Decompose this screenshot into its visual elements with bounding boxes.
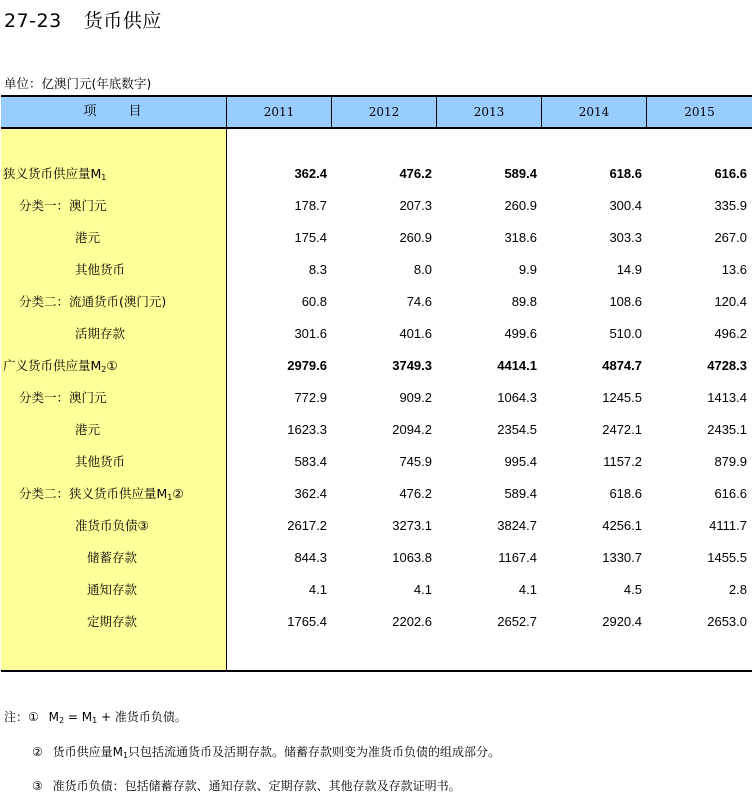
- value-cell: 175.4: [294, 230, 327, 245]
- header-year: 2013: [473, 105, 505, 119]
- row-label-text: 广义货币供应量M: [3, 358, 102, 373]
- header-bottom-rule: [1, 127, 752, 129]
- value-cell: 9.9: [518, 262, 537, 277]
- footnote-subscript: 1: [122, 751, 129, 760]
- value-cell: 4.1: [308, 582, 327, 597]
- value-cell: 2094.2: [392, 422, 432, 437]
- row-label-text: 活期存款: [75, 326, 126, 341]
- value-cell: 2617.2: [287, 518, 327, 533]
- footnote-text: 准货币负债：包括储蓄存款、通知存款、定期存款、其他存款及存款证明书。: [52, 779, 461, 793]
- value-cell: 89.8: [511, 294, 537, 309]
- row-label: [75, 414, 100, 446]
- row-label-text: 其他货币: [75, 454, 126, 469]
- table-row: [1, 286, 752, 318]
- value-cell: 476.2: [399, 486, 432, 501]
- value-cell: 4.1: [518, 582, 537, 597]
- row-label: [19, 478, 184, 510]
- row-label-note-mark: ②: [172, 486, 184, 501]
- value-cell: 618.6: [609, 166, 642, 181]
- value-cell: 207.3: [399, 198, 432, 213]
- row-label-text: 分类一：澳门元: [19, 390, 107, 405]
- value-cell: 1167.4: [498, 550, 537, 565]
- footnote-subscript: 2: [58, 716, 65, 725]
- value-cell: 300.4: [609, 198, 642, 213]
- table-row: [1, 190, 752, 222]
- value-cell: 618.6: [609, 486, 642, 501]
- value-cell: 496.2: [714, 326, 747, 341]
- value-cell: 589.4: [504, 486, 537, 501]
- row-label-text: 分类二：狭义货币供应量M: [19, 486, 168, 501]
- value-cell: 2.8: [728, 582, 747, 597]
- row-label: [19, 382, 107, 414]
- row-label: [19, 190, 107, 222]
- value-cell: 1157.2: [603, 454, 642, 469]
- table-row: [1, 510, 752, 542]
- footnote-text: 只包括流通货币及活期存款。储蓄存款则变为准货币负债的组成部分。: [128, 745, 501, 759]
- table-row: [1, 606, 752, 638]
- value-cell: 8.3: [308, 262, 327, 277]
- row-label: [75, 254, 125, 286]
- row-label: [3, 158, 106, 190]
- table-bottom-rule: [1, 670, 752, 672]
- value-cell: 909.2: [399, 390, 432, 405]
- table-row: [1, 222, 752, 254]
- row-label-text: 分类一：澳门元: [19, 198, 107, 213]
- value-cell: 260.9: [399, 230, 432, 245]
- footnote-prefix: 注：: [4, 710, 29, 724]
- footnote-mark: ①: [28, 710, 39, 724]
- footnote-mark: ②: [32, 745, 43, 759]
- value-cell: 2435.1: [707, 422, 747, 437]
- row-label: [3, 350, 118, 382]
- value-cell: 1413.4: [707, 390, 747, 405]
- value-cell: 1245.5: [602, 390, 642, 405]
- value-cell: 2653.0: [707, 614, 747, 629]
- value-cell: 4414.1: [497, 358, 537, 373]
- row-label-text: 定期存款: [87, 614, 138, 629]
- value-cell: 401.6: [399, 326, 432, 341]
- value-cell: 362.4: [294, 166, 327, 181]
- footnote-text: M: [48, 710, 59, 724]
- table-row: [1, 318, 752, 350]
- value-cell: 60.8: [301, 294, 327, 309]
- row-label-text: 分类二：流通货币(澳门元): [19, 294, 167, 309]
- table-title: 货币供应: [83, 10, 162, 32]
- value-cell: 1623.3: [287, 422, 327, 437]
- header-year: 2015: [684, 105, 715, 119]
- header-year: 2014: [578, 105, 610, 119]
- row-label-subscript: 2: [101, 365, 107, 374]
- table-row: [1, 158, 752, 190]
- row-label-text: 准货币负债③: [75, 518, 149, 533]
- table-number: 27-23: [4, 10, 62, 32]
- header-item-left: 项: [83, 104, 99, 119]
- value-cell: 2920.4: [602, 614, 642, 629]
- value-cell: 2979.6: [287, 358, 327, 373]
- footnote-text: + 准货币负债。: [97, 710, 187, 724]
- value-cell: 74.6: [406, 294, 432, 309]
- header-item: [1, 97, 226, 127]
- value-cell: 616.6: [714, 166, 747, 181]
- value-cell: 476.2: [399, 166, 432, 181]
- footnote-mark: ③: [32, 779, 43, 793]
- row-label: [75, 446, 125, 478]
- value-cell: 1765.4: [287, 614, 327, 629]
- value-cell: 2202.6: [392, 614, 432, 629]
- row-label-subscript: 1: [101, 173, 107, 182]
- value-cell: 301.6: [294, 326, 327, 341]
- footnote-text: =: [64, 710, 82, 724]
- header-item-right: 目: [128, 104, 144, 119]
- value-cell: 178.7: [294, 198, 327, 213]
- value-cell: 879.9: [714, 454, 747, 469]
- value-cell: 2354.5: [497, 422, 537, 437]
- value-cell: 1330.7: [602, 550, 642, 565]
- value-cell: 8.0: [413, 262, 432, 277]
- value-cell: 4874.7: [602, 358, 642, 373]
- row-label: [87, 574, 137, 606]
- footnote-subscript: 1: [92, 716, 98, 725]
- value-cell: 14.9: [616, 262, 642, 277]
- value-cell: 335.9: [714, 198, 747, 213]
- value-cell: 499.6: [504, 326, 537, 341]
- page-title: [4, 6, 162, 33]
- footnote-text: M: [81, 710, 93, 724]
- table-row: [1, 414, 752, 446]
- row-label: [19, 286, 166, 318]
- value-cell: 2472.1: [602, 422, 642, 437]
- money-supply-table: [1, 95, 752, 672]
- value-cell: 1455.5: [707, 550, 747, 565]
- row-label-text: 其他货币: [75, 262, 126, 277]
- row-label-text: 狭义货币供应量M: [3, 166, 102, 181]
- value-cell: 1063.8: [392, 550, 432, 565]
- row-label: [75, 318, 125, 350]
- value-cell: 995.4: [504, 454, 537, 469]
- row-label-text: 储蓄存款: [87, 550, 138, 565]
- value-cell: 13.6: [721, 262, 747, 277]
- row-label: [75, 222, 100, 254]
- unit-label: 单位：亿澳门元(年底数字): [4, 76, 152, 91]
- value-cell: 4111.7: [709, 518, 747, 533]
- row-label-note-mark: ①: [106, 358, 118, 373]
- header-year: 2011: [263, 105, 295, 119]
- footnote-2: [32, 743, 500, 760]
- value-cell: 510.0: [609, 326, 642, 341]
- row-label-text: 港元: [75, 230, 101, 245]
- row-label-subscript: 1: [167, 493, 173, 502]
- footnote-text: 货币供应量M: [52, 745, 123, 759]
- value-cell: 303.3: [609, 230, 642, 245]
- value-cell: 3824.7: [497, 518, 537, 533]
- row-label: [87, 606, 137, 638]
- value-cell: 772.9: [294, 390, 327, 405]
- table-row: [1, 382, 752, 414]
- footnote-1: [4, 708, 187, 725]
- footnote-3: [32, 777, 461, 794]
- row-label-text: 通知存款: [87, 582, 138, 597]
- value-cell: 4.1: [413, 582, 432, 597]
- row-label: [87, 542, 137, 574]
- value-cell: 260.9: [504, 198, 537, 213]
- table-row: [1, 542, 752, 574]
- table-row: [1, 478, 752, 510]
- value-cell: 3273.1: [392, 518, 432, 533]
- table-row: [1, 446, 752, 478]
- value-cell: 2652.7: [497, 614, 537, 629]
- value-cell: 844.3: [294, 550, 327, 565]
- value-cell: 4256.1: [602, 518, 642, 533]
- row-label: [75, 510, 149, 542]
- value-cell: 318.6: [504, 230, 537, 245]
- table-row: [1, 574, 752, 606]
- value-cell: 362.4: [294, 486, 327, 501]
- value-cell: 4.5: [623, 582, 642, 597]
- value-cell: 4728.3: [707, 358, 747, 373]
- header-year: 2012: [368, 105, 400, 119]
- value-cell: 583.4: [294, 454, 327, 469]
- table-row: [1, 254, 752, 286]
- value-cell: 120.4: [714, 294, 747, 309]
- value-cell: 589.4: [504, 166, 537, 181]
- value-cell: 745.9: [399, 454, 432, 469]
- value-cell: 108.6: [609, 294, 642, 309]
- value-cell: 1064.3: [497, 390, 537, 405]
- row-label-text: 港元: [75, 422, 101, 437]
- value-cell: 616.6: [714, 486, 747, 501]
- value-cell: 3749.3: [392, 358, 432, 373]
- table-row: [1, 350, 752, 382]
- value-cell: 267.0: [714, 230, 747, 245]
